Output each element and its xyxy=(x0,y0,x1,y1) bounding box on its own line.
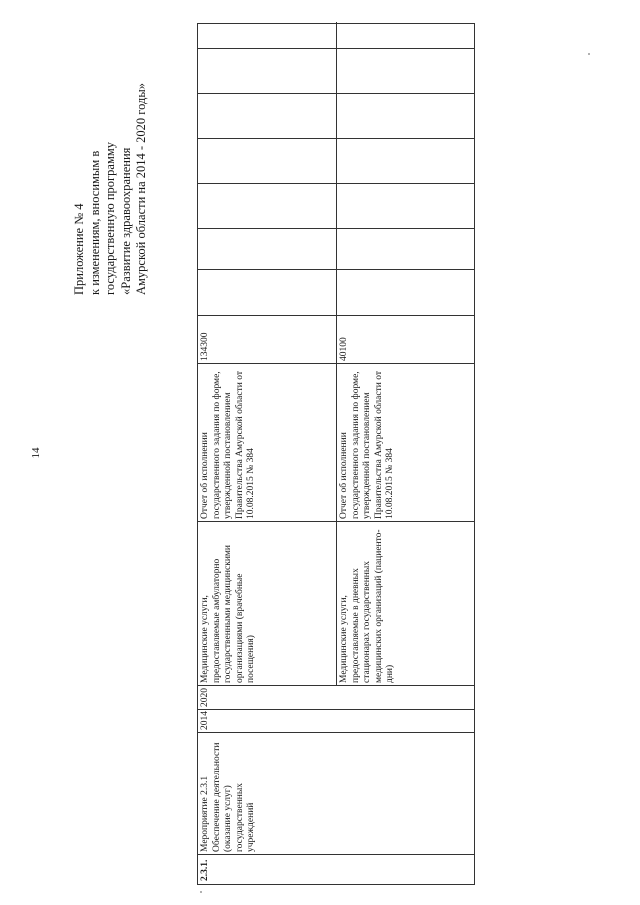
appendix-line-3: государственную программу xyxy=(103,141,118,295)
indicator-name-2: Медицинские услуги, предоставляемые в дневных стационарах государственных медицинских организаций (пациенто-дни) xyxy=(339,529,395,683)
indicator-name-1: Медицинские услуги, предоставляемые амбулаторно государственными медицинскими организациями (врачебные посещения) xyxy=(200,544,256,683)
appendix-line-1: Приложение № 4 xyxy=(72,203,86,295)
indicator-source-2: Отчет об исполнении государственного задания по форме, утвержденной постановлением Правительства Амурской области от 10.08.2015 № 384 xyxy=(339,371,395,519)
year-end: 2020 xyxy=(200,688,210,707)
program-table xyxy=(197,23,475,885)
row-number: 2.3.1. xyxy=(200,859,210,881)
appendix-line-5: Амурской области на 2014 - 2020 годы» xyxy=(134,82,149,295)
page-number: 14 xyxy=(30,447,42,459)
appendix-header xyxy=(72,5,150,295)
year-start: 2014 xyxy=(200,711,210,730)
indicator-value-1: 134300 xyxy=(200,332,210,361)
appendix-line-2: к изменениям, вносимым в xyxy=(87,150,102,295)
indicator-value-2: 40100 xyxy=(339,337,349,361)
appendix-line-4: «Развитие здравоохранения xyxy=(118,147,133,295)
measure-name: Мероприятие 2.3.1 Обеспечение деятельности (оказание услуг) государственных учреждений xyxy=(200,742,256,852)
indicator-source-1: Отчет об исполнении государственного задания по форме, утвержденной постановлением Правительства Амурской области от 10.08.2015 № 384 xyxy=(200,371,256,519)
